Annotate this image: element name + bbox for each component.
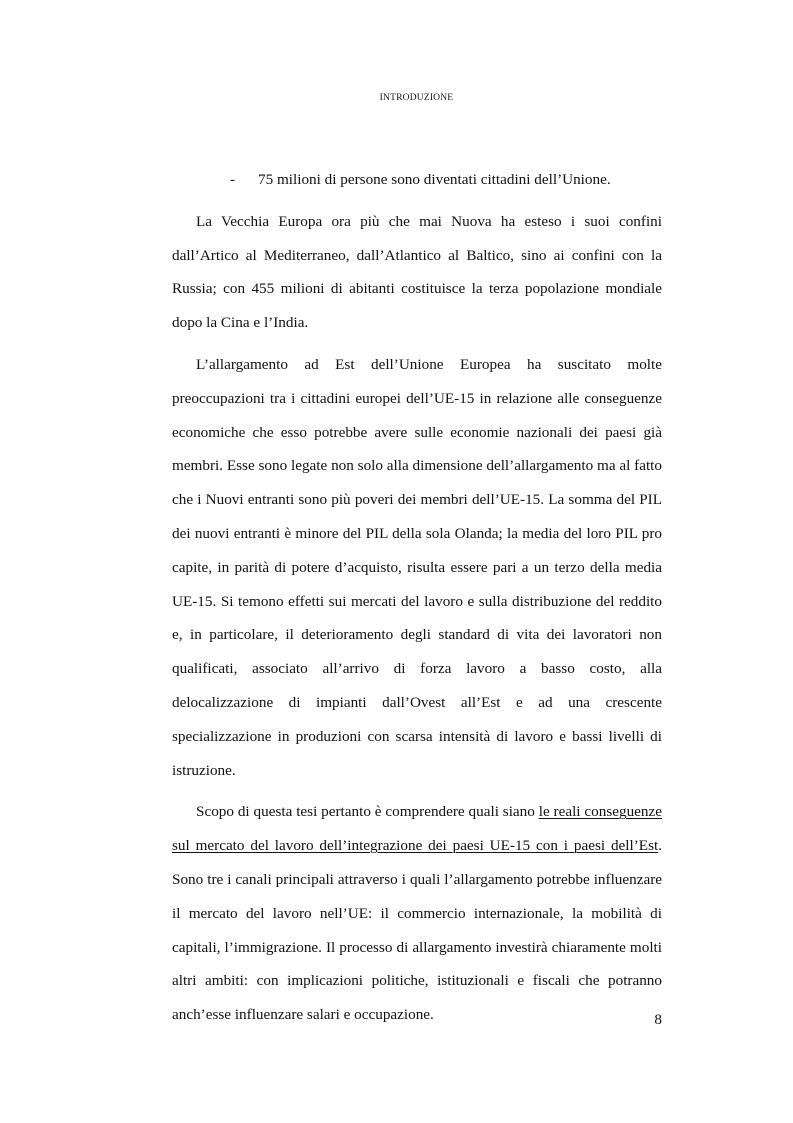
paragraph-3 <box>172 795 662 1032</box>
page-number: 8 <box>654 1011 662 1028</box>
bullet-marker: - <box>230 171 236 188</box>
paragraph-3-intro: Scopo di questa tesi pertanto è comprendere quali siano <box>196 803 539 821</box>
page-body <box>172 163 662 1032</box>
underlined-thesis-aim: le reali conseguenze sul mercato del lavoro dell’integrazione dei paesi UE-15 con i paesi dell’Est <box>172 803 662 855</box>
bullet-item <box>172 163 662 197</box>
bullet-text: 75 milioni di persone sono diventati cittadini dell’Unione. <box>258 171 611 188</box>
paragraph-3-rest: . Sono tre i canali principali attraverso i quali l’allargamento potrebbe influenzare il mercato del lavoro nell’UE: il commercio internazionale, la mobilità di capitali, l’immigrazione. Il processo di allargamento investirà chiaramente molti altri ambiti: con implicazioni politiche, istituzionali e fiscali che potranno anch’esse influenzare salari e occupazione. <box>172 837 662 1024</box>
running-header: INTRODUZIONE <box>379 93 454 103</box>
paragraph-1: La Vecchia Europa ora più che mai Nuova ha esteso i suoi confini dall’Artico al Mediterraneo, dall’Atlantico al Baltico, sino ai confini con la Russia; con 455 milioni di abitanti costituisce la terza popolazione mondiale dopo la Cina e l’India. <box>172 212 662 332</box>
paragraph-2: L’allargamento ad Est dell’Unione Europea ha suscitato molte preoccupazioni tra i cittadini europei dell’UE-15 in relazione alle conseguenze economiche che esso potrebbe avere sulle economie nazionali dei paesi già membri. Esse sono legate non solo alla dimensione dell’allargamento ma al fatto che i Nuovi entranti sono più poveri dei membri dell’UE-15. La somma del PIL dei nuovi entranti è minore del PIL della sola Olanda; la media del loro PIL pro capite, in parità di potere d’acquisto, risulta essere pari a un terzo della media UE-15. Si temono effetti sui mercati del lavoro e sulla distribuzione del reddito e, in particolare, il deterioramento degli standard di vita dei lavoratori non qualificati, associato all’arrivo di forza lavoro a basso costo, alla delocalizzazione di impianti dall’Ovest all’Est e ad una crescente specializzazione in produzioni con scarsa intensità di lavoro e bassi livelli di istruzione. <box>172 355 662 779</box>
